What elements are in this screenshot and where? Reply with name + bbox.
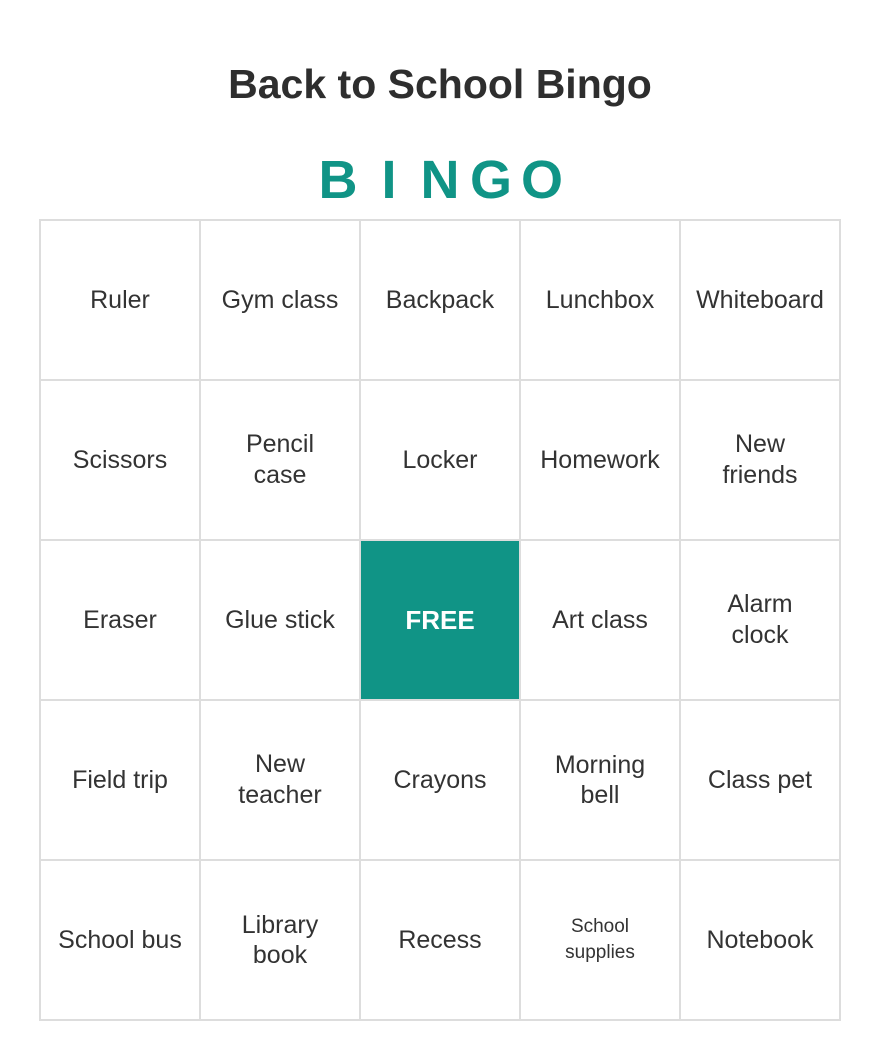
bingo-letter-i: I [381,150,397,210]
bingo-cell[interactable]: School bus [41,861,201,1021]
bingo-cell[interactable]: New teacher [201,701,361,861]
bingo-header [0,148,880,212]
bingo-cell[interactable]: Backpack [361,221,521,381]
bingo-letter-g: G [469,150,512,210]
page-title: Back to School Bingo [228,61,652,107]
bingo-cell[interactable]: Eraser [41,541,201,701]
bingo-grid [39,219,841,1021]
bingo-cell[interactable]: Art class [521,541,681,701]
bingo-cell[interactable]: Notebook [681,861,841,1021]
bingo-letter-b: B [318,150,358,210]
bingo-cell[interactable]: Morning bell [521,701,681,861]
bingo-cell[interactable]: School supplies [521,861,681,1021]
bingo-letter-n: N [420,150,460,210]
bingo-cell[interactable]: Recess [361,861,521,1021]
bingo-cell[interactable]: New friends [681,381,841,541]
free-space: FREE [361,541,521,701]
bingo-cell[interactable]: Alarm clock [681,541,841,701]
bingo-cell[interactable]: Crayons [361,701,521,861]
bingo-cell[interactable]: Gym class [201,221,361,381]
bingo-cell[interactable]: Glue stick [201,541,361,701]
bingo-cell[interactable]: Locker [361,381,521,541]
bingo-cell[interactable]: Class pet [681,701,841,861]
bingo-cell[interactable]: Field trip [41,701,201,861]
bingo-cell[interactable]: Scissors [41,381,201,541]
bingo-cell[interactable]: Ruler [41,221,201,381]
bingo-letter-o: O [520,150,563,210]
bingo-cell[interactable]: Homework [521,381,681,541]
bingo-cell[interactable]: Whiteboard [681,221,841,381]
bingo-cell[interactable]: Library book [201,861,361,1021]
bingo-cell[interactable]: Pencil case [201,381,361,541]
bingo-cell[interactable]: Lunchbox [521,221,681,381]
